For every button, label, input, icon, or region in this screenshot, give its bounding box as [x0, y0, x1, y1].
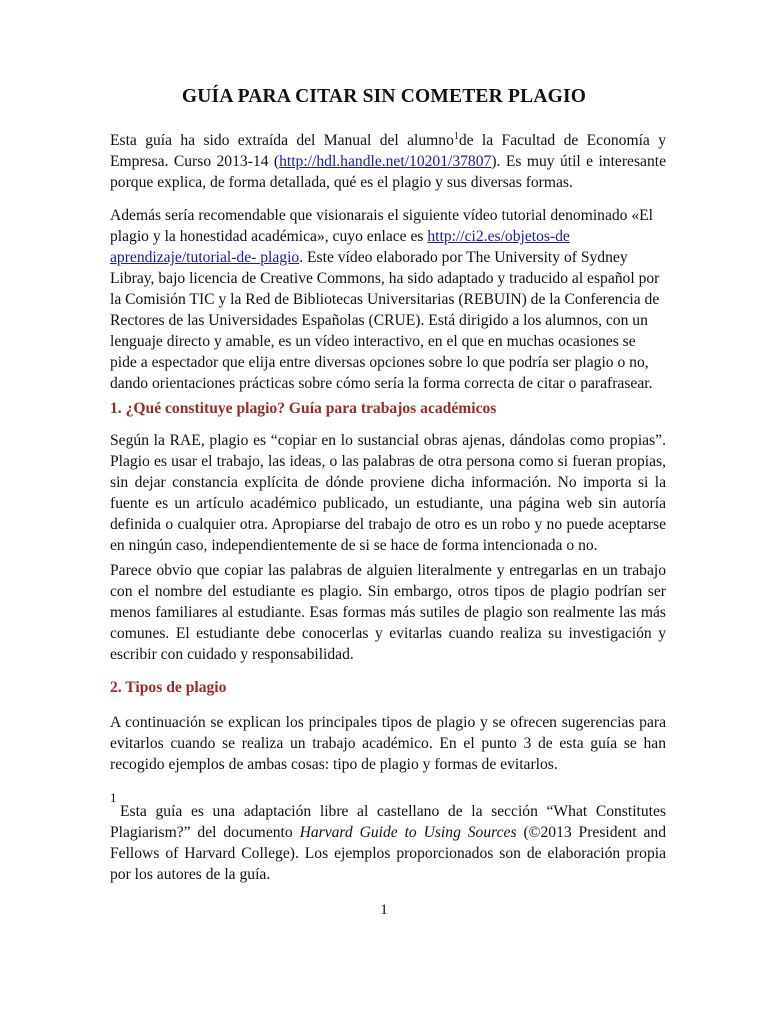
- footnote-source-title: Harvard Guide to Using Sources: [299, 824, 517, 841]
- intro-paragraph-1: [110, 130, 666, 193]
- footnote-marker: 1: [110, 790, 117, 805]
- intro-p1-text-end: ). Es muy útil e interesante porque explica, de forma detallada, qué es el plagio y sus diversas formas.: [110, 153, 667, 191]
- intro-paragraph-2: [110, 205, 666, 394]
- section-1-paragraph-1: Según la RAE, plagio es “copiar en lo sustancial obras ajenas, dándolas como propias”. Plagio es usar el trabajo, las ideas, o las palabras de otra persona como si fueran propias, sin dejar constancia explícita de dónde proviene dicha información. No importa si la fuente es un artículo académico publicado, un estudiante, una página web sin autoría definida o cualquier otra. Apropiarse del trabajo de otro es un robo y no puede aceptarse en ningún caso, independientemente de si se hace de forma intencionada o no.: [110, 432, 666, 554]
- footnote-reference[interactable]: 1: [453, 130, 459, 142]
- footnote-text-end: (©2013 President and Fellows of Harvard College). Los ejemplos proporcionados son de elaboración propia por los autores de la guía.: [110, 824, 666, 883]
- intro-p1-text-start: Esta guía ha sido extraída del Manual del alumno: [110, 132, 454, 149]
- section-1-heading: 1. ¿Qué constituye plagio? Guía para trabajos académicos: [110, 400, 497, 417]
- footnote-text: [110, 801, 666, 885]
- section-2-paragraph-1: A continuación se explican los principales tipos de plagio y se ofrecen sugerencias para evitarlos cuando se realiza un trabajo académico. En el punto 3 de esta guía se han recogido ejemplos de ambas cosas: tipo de plagio y formas de evitarlos.: [110, 714, 666, 773]
- video-tutorial-link[interactable]: http://ci2.es/objetos-de aprendizaje/tutorial-de- plagio: [110, 228, 570, 266]
- section-1-paragraph-2: Parece obvio que copiar las palabras de alguien literalmente y entregarlas en un trabajo con el nombre del estudiante es plagio. Sin embargo, otros tipos de plagio podrían ser menos familiares al estudiante. Esas formas más sutiles de plagio son realmente las más comunes. El estudiante debe conocerlas y evitarlas cuando realiza su investigación y escribir con cuidado y responsabilidad.: [110, 562, 666, 663]
- intro-p1-text-mid: de la Facultad de Economía y Empresa. Curso 2013-14 (: [110, 132, 666, 170]
- intro-p2-text-start: Además sería recomendable que visionarais el siguiente vídeo tutorial denominado «El plagio y la honestidad académica», cuyo enlace es: [110, 207, 654, 245]
- document-title: GUÍA PARA CITAR SIN COMETER PLAGIO: [181, 86, 587, 107]
- intro-p2-text-end: . Este vídeo elaborado por The University of Sydney Libray, bajo licencia de Creative Commons, ha sido adaptado y traducido al español por la Comisión TIC y la Red de Bibliotecas Universitarias (REBUIN) de la Conferencia de Rectores de las Universidades Españolas (CRUE). Está dirigido a los alumnos, con un lenguaje directo y amable, es un vídeo interactivo, en el que en muchas ocasiones se pide a espectador que elija entre diversas opciones sobre lo que podría ser plagio o no, dando orientaciones prácticas sobre cómo sería la forma correcta de citar o parafrasear.: [110, 249, 660, 392]
- page-number: 1: [380, 902, 388, 918]
- section-2-heading: 2. Tipos de plagio: [110, 679, 227, 696]
- footnote-text-start: Esta guía es una adaptación libre al castellano de la sección “What Constitutes Plagiarism?” del documento: [110, 803, 666, 841]
- handle-link[interactable]: http://hdl.handle.net/10201/37807: [279, 153, 492, 170]
